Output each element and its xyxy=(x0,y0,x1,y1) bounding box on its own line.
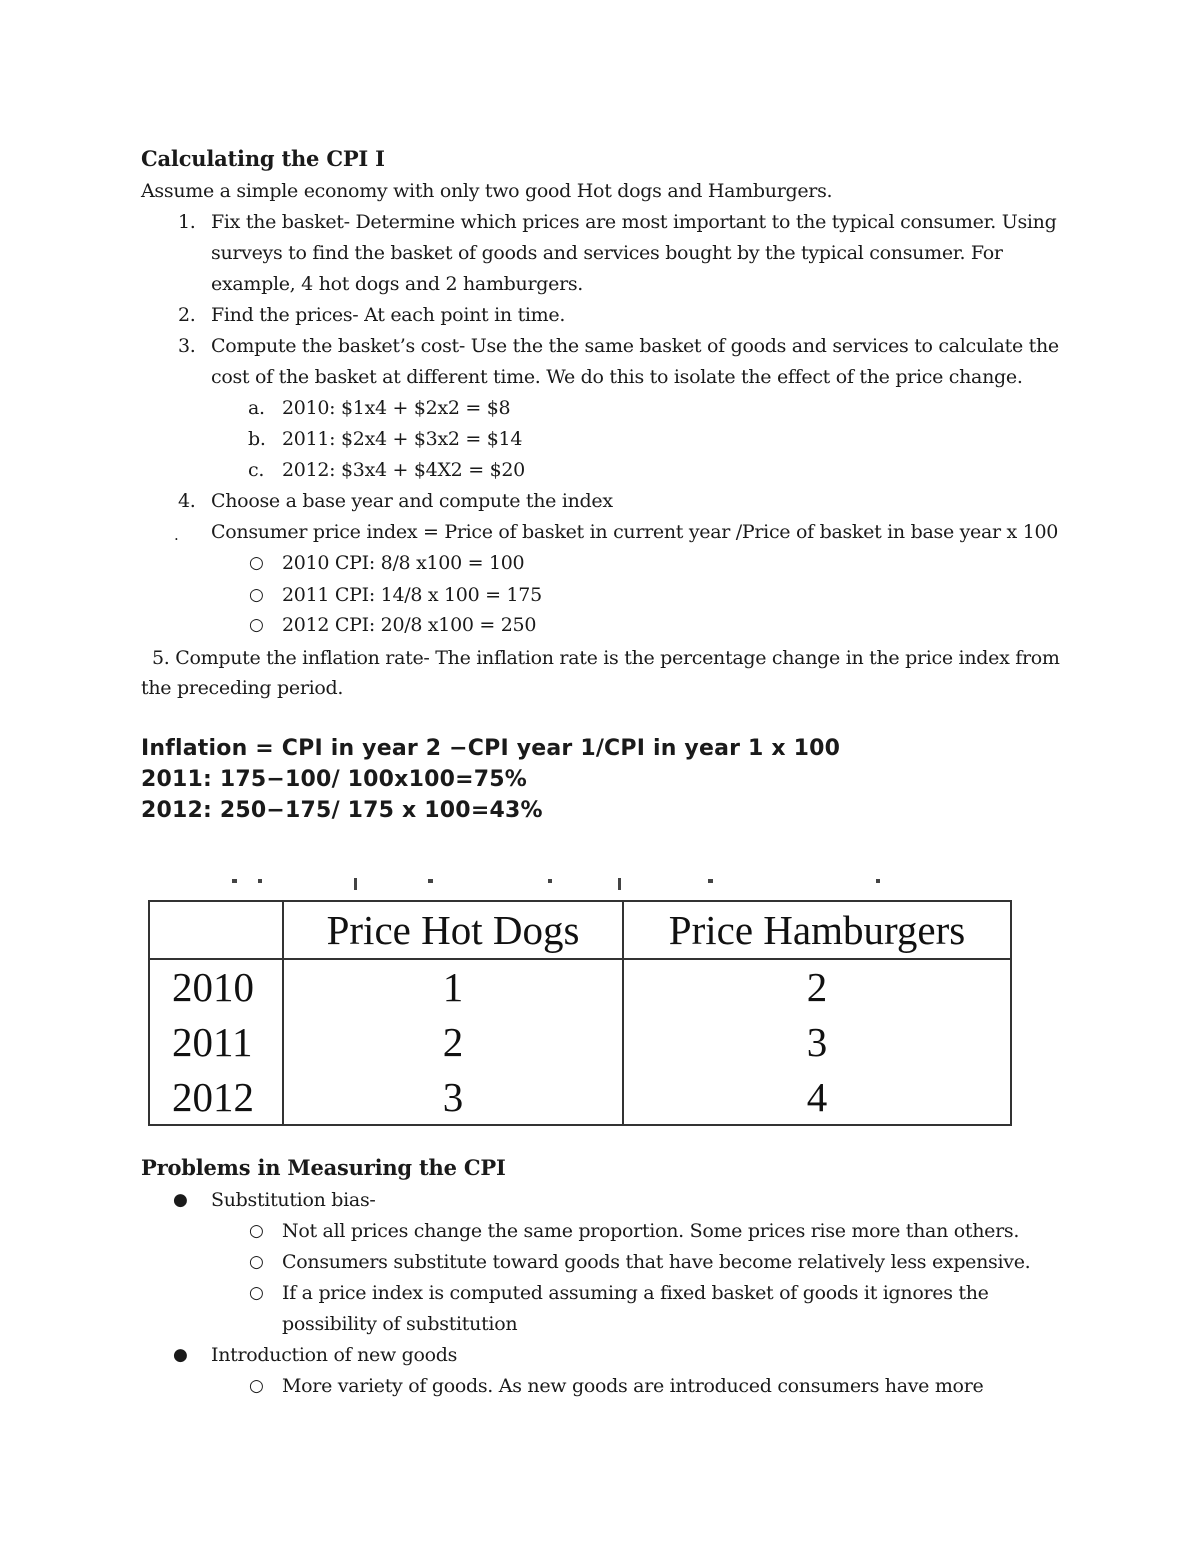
cropped-caption-fragment xyxy=(148,876,1012,890)
step-1-marker: 1. xyxy=(178,211,196,233)
step-3c-text: 2012: $3x4 + $4X2 = $20 xyxy=(282,459,525,481)
table-row xyxy=(149,959,1011,1014)
substitution-sub-1: Not all prices change the same proportion. Some prices rise more than others. xyxy=(282,1220,1020,1242)
price-table-container xyxy=(148,900,1012,1126)
dot-bullet-icon: ● xyxy=(173,1345,188,1365)
intro-paragraph: Assume a simple economy with only two good Hot dogs and Hamburgers. xyxy=(141,180,833,202)
circle-bullet-icon: ○ xyxy=(249,1252,264,1272)
table-cell-hot-dog-price: 2 xyxy=(283,1014,623,1069)
step-3a-text: 2010: $1x4 + $2x2 = $8 xyxy=(282,397,511,419)
new-goods-sub-1: More variety of goods. As new goods are introduced consumers have more xyxy=(282,1375,984,1397)
step-3-line-1: Compute the basket’s cost- Use the the same basket of goods and services to calculate the xyxy=(211,335,1059,357)
step-3c-marker: c. xyxy=(248,459,265,481)
step-3a-marker: a. xyxy=(248,397,265,419)
bullet-new-goods: Introduction of new goods xyxy=(211,1344,458,1366)
table-cell-year: 2011 xyxy=(149,1014,283,1069)
price-table xyxy=(148,900,1012,1126)
table-cell-year: 2010 xyxy=(149,959,283,1014)
table-cell-hamburger-price: 2 xyxy=(623,959,1011,1014)
step-1-line-3: example, 4 hot dogs and 2 hamburgers. xyxy=(211,273,584,295)
circle-bullet-icon: ○ xyxy=(249,1221,264,1241)
cpi-2010: 2010 CPI: 8/8 x100 = 100 xyxy=(282,552,525,574)
table-cell-year: 2012 xyxy=(149,1070,283,1125)
section-title-problems: Problems in Measuring the CPI xyxy=(141,1155,506,1180)
step-3b-text: 2011: $2x4 + $3x2 = $14 xyxy=(282,428,523,450)
circle-bullet-icon: ○ xyxy=(249,585,264,605)
step-1-line-2: surveys to find the basket of goods and services bought by the typical consumer. For xyxy=(211,242,1003,264)
table-cell-hot-dog-price: 3 xyxy=(283,1070,623,1125)
cpi-2012: 2012 CPI: 20/8 x100 = 250 xyxy=(282,614,537,636)
table-header-empty xyxy=(149,901,283,959)
step-1-line-1: Fix the basket- Determine which prices are most important to the typical consumer. Using xyxy=(211,211,1057,233)
table-header-hamburgers: Price Hamburgers xyxy=(623,901,1011,959)
step-2-marker: 2. xyxy=(178,304,196,326)
step-2-line-1: Find the prices- At each point in time. xyxy=(211,304,566,326)
cpi-2011: 2011 CPI: 14/8 x 100 = 175 xyxy=(282,584,542,606)
inflation-2011: 2011: 175−100/ 100x100=75% xyxy=(141,767,527,792)
step-3-marker: 3. xyxy=(178,335,196,357)
table-row xyxy=(149,1070,1011,1125)
step-5-line-2: the preceding period. xyxy=(141,677,344,699)
substitution-sub-3-line-2: possibility of substitution xyxy=(282,1313,518,1335)
table-cell-hamburger-price: 4 xyxy=(623,1070,1011,1125)
table-header-row xyxy=(149,901,1011,959)
table-row xyxy=(149,1014,1011,1069)
dot-bullet-icon: ● xyxy=(173,1190,188,1210)
substitution-sub-3-line-1: If a price index is computed assuming a fixed basket of goods it ignores the xyxy=(282,1282,989,1304)
formula-marker: . xyxy=(174,526,179,544)
inflation-2012: 2012: 250−175/ 175 x 100=43% xyxy=(141,798,543,823)
step-3-line-2: cost of the basket at different time. We do this to isolate the effect of the price change. xyxy=(211,366,1023,388)
circle-bullet-icon: ○ xyxy=(249,615,264,635)
substitution-sub-2: Consumers substitute toward goods that have become relatively less expensive. xyxy=(282,1251,1031,1273)
circle-bullet-icon: ○ xyxy=(249,1283,264,1303)
table-header-hot-dogs: Price Hot Dogs xyxy=(283,901,623,959)
table-cell-hamburger-price: 3 xyxy=(623,1014,1011,1069)
section-title-calculating-cpi: Calculating the CPI I xyxy=(141,146,385,171)
circle-bullet-icon: ○ xyxy=(249,553,264,573)
step-4-marker: 4. xyxy=(178,490,196,512)
step-3b-marker: b. xyxy=(248,428,266,450)
table-cell-hot-dog-price: 1 xyxy=(283,959,623,1014)
circle-bullet-icon: ○ xyxy=(249,1376,264,1396)
cropped-caption-strokes xyxy=(148,877,1012,890)
bullet-substitution-bias: Substitution bias- xyxy=(211,1189,376,1211)
inflation-formula: Inflation = CPI in year 2 −CPI year 1/CPI in year 1 x 100 xyxy=(141,736,841,761)
step-4-line-1: Choose a base year and compute the index xyxy=(211,490,613,512)
cpi-formula: Consumer price index = Price of basket in current year /Price of basket in base year x 100 xyxy=(211,521,1059,543)
step-5-line-1: 5. Compute the inflation rate- The inflation rate is the percentage change in the price index from xyxy=(152,647,1060,669)
